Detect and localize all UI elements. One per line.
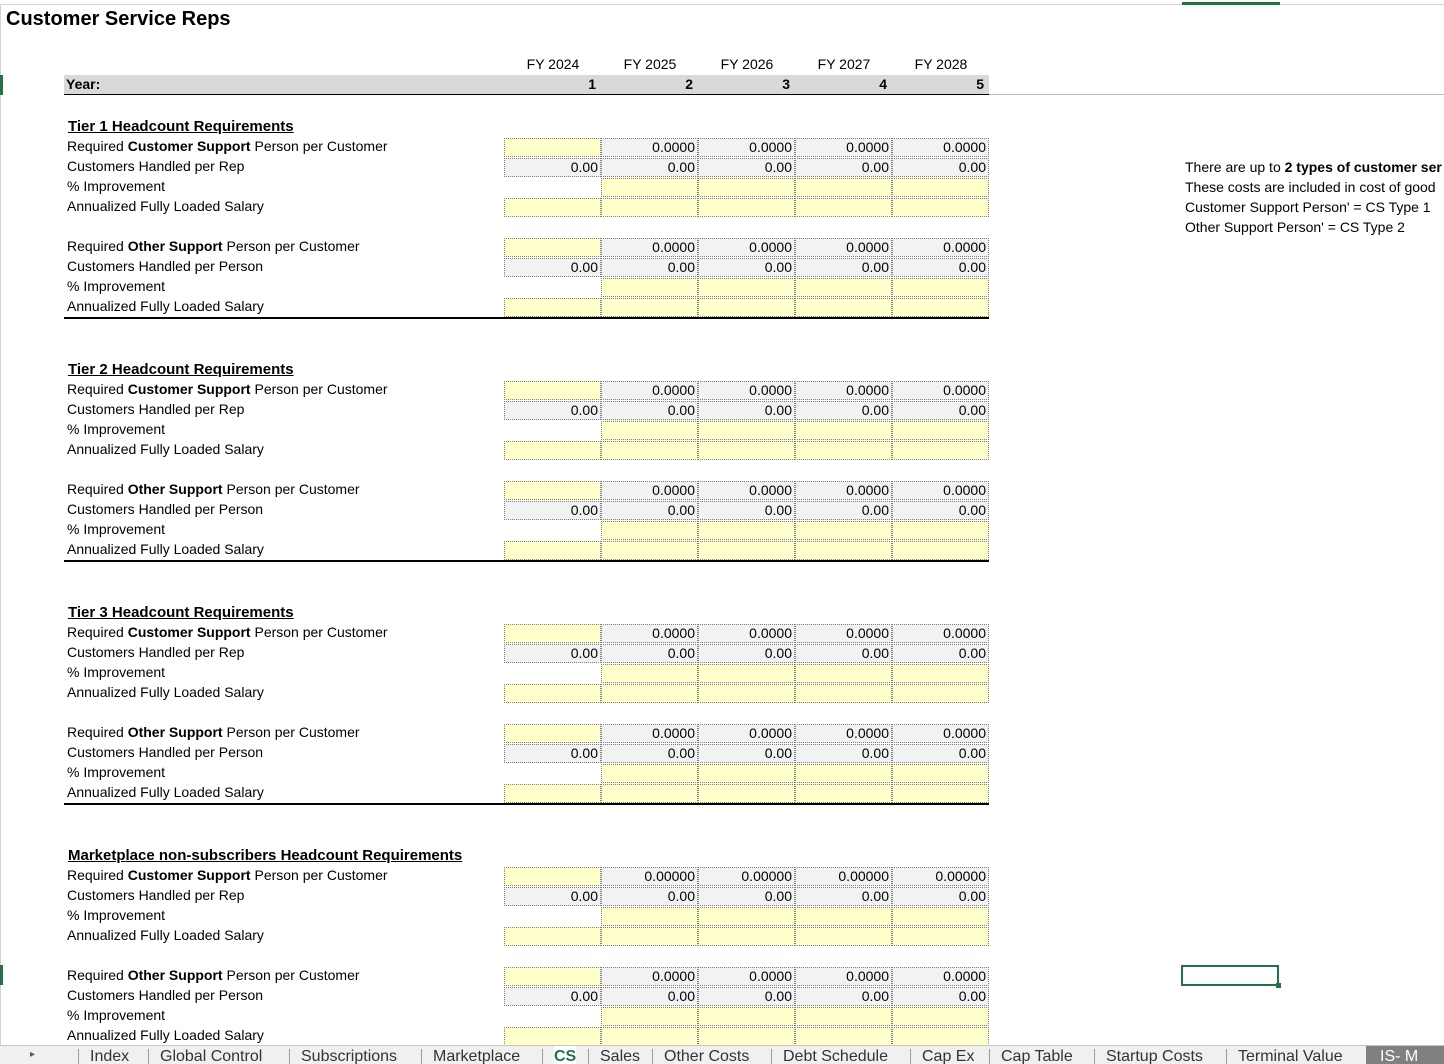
tab-scroll-arrow-icon[interactable]: ▸ — [30, 1049, 36, 1060]
fill-handle[interactable] — [1276, 983, 1281, 988]
note-line-3: Customer Support Person' = CS Type 1 — [1185, 199, 1431, 215]
input-salary-cell[interactable] — [698, 298, 795, 317]
calc-handled-cell[interactable]: 0.00 — [795, 987, 892, 1006]
calc-ratio-cell[interactable]: 0.0000 — [698, 138, 795, 157]
input-salary-cell[interactable] — [795, 784, 892, 803]
input-salary-cell[interactable] — [504, 541, 601, 560]
label-prefix: Required — [67, 481, 128, 497]
tab-separator — [148, 1049, 149, 1064]
calc-handled-cell[interactable]: 0.00 — [504, 744, 601, 763]
calc-handled-cell[interactable]: 0.00 — [892, 401, 989, 420]
calc-handled-cell[interactable]: 0.00 — [601, 401, 698, 420]
input-ratio-cell[interactable] — [504, 624, 601, 643]
calc-handled-cell[interactable]: 0.00 — [892, 744, 989, 763]
input-improvement-cell[interactable] — [601, 521, 698, 540]
tab-separator — [588, 1049, 589, 1064]
calc-handled-cell[interactable]: 0.00 — [504, 987, 601, 1006]
input-improvement-cell[interactable] — [892, 178, 989, 197]
input-improvement-cell[interactable] — [795, 278, 892, 297]
customer-support-handled-label: Customers Handled per Rep — [67, 887, 245, 903]
calc-handled-cell[interactable]: 0.00 — [601, 987, 698, 1006]
calc-handled-cell[interactable]: 0.00 — [504, 258, 601, 277]
calc-ratio-cell[interactable]: 0.0000 — [698, 624, 795, 643]
calc-handled-cell[interactable]: 0.00 — [504, 644, 601, 663]
active-cell-selection[interactable] — [1181, 965, 1279, 986]
customer-support-improvement-label: % Improvement — [67, 907, 166, 923]
sheet-tab-cap-table[interactable]: Cap Table — [1001, 1048, 1073, 1064]
input-salary-cell[interactable] — [892, 784, 989, 803]
tab-separator — [542, 1049, 543, 1064]
input-ratio-cell[interactable] — [504, 867, 601, 886]
input-improvement-cell[interactable] — [601, 907, 698, 926]
input-salary-cell[interactable] — [504, 1027, 601, 1045]
label-support-type: Customer Support — [127, 138, 251, 154]
sheet-tab-cs[interactable]: CS — [554, 1048, 577, 1064]
input-salary-cell[interactable] — [504, 927, 601, 946]
input-salary-cell[interactable] — [892, 927, 989, 946]
input-salary-cell[interactable] — [795, 1027, 892, 1045]
customer-support-required-label — [67, 381, 388, 397]
calc-ratio-cell[interactable]: 0.00000 — [698, 867, 795, 886]
other-support-improvement-label: % Improvement — [67, 278, 166, 294]
year-number: 5 — [976, 76, 984, 92]
calc-handled-cell[interactable]: 0.00 — [892, 258, 989, 277]
customer-support-salary-label: Annualized Fully Loaded Salary — [67, 927, 264, 943]
input-improvement-cell[interactable] — [795, 521, 892, 540]
input-ratio-cell[interactable] — [504, 481, 601, 500]
other-support-required-label — [67, 724, 360, 740]
calc-handled-cell[interactable]: 0.00 — [504, 501, 601, 520]
input-improvement-cell[interactable] — [892, 907, 989, 926]
calc-ratio-cell[interactable]: 0.0000 — [892, 724, 989, 743]
input-salary-cell[interactable] — [892, 684, 989, 703]
input-salary-cell[interactable] — [698, 541, 795, 560]
input-salary-cell[interactable] — [504, 784, 601, 803]
tab-separator — [989, 1049, 990, 1064]
input-improvement-cell[interactable] — [698, 421, 795, 440]
label-suffix: Person per Customer — [250, 381, 388, 397]
year-label: Year: — [66, 76, 101, 92]
calc-handled-cell[interactable]: 0.00 — [795, 501, 892, 520]
fiscal-year-header: FY 2025 — [623, 56, 677, 72]
calc-handled-cell[interactable]: 0.00 — [795, 158, 892, 177]
calc-handled-cell[interactable]: 0.00 — [892, 644, 989, 663]
other-support-required-label — [67, 481, 360, 497]
customer-support-improvement-label: % Improvement — [67, 178, 166, 194]
sheet-tab-terminal-value[interactable]: Terminal Value — [1238, 1048, 1343, 1064]
note-line-2: These costs are included in cost of good — [1185, 179, 1436, 195]
customer-support-handled-label: Customers Handled per Rep — [67, 401, 245, 417]
customer-support-salary-label: Annualized Fully Loaded Salary — [67, 441, 264, 457]
row-header-edge — [0, 4, 1, 1045]
other-support-salary-label: Annualized Fully Loaded Salary — [67, 1027, 264, 1043]
label-support-type: Other Support — [127, 967, 223, 983]
calc-ratio-cell[interactable]: 0.0000 — [601, 967, 698, 986]
calc-ratio-cell[interactable]: 0.0000 — [601, 481, 698, 500]
input-improvement-cell[interactable] — [601, 178, 698, 197]
calc-ratio-cell[interactable]: 0.0000 — [795, 138, 892, 157]
calc-handled-cell[interactable]: 0.00 — [504, 158, 601, 177]
label-prefix: Required — [67, 381, 128, 397]
input-improvement-cell[interactable] — [698, 664, 795, 683]
label-support-type: Customer Support — [127, 867, 251, 883]
calc-ratio-cell[interactable]: 0.0000 — [795, 724, 892, 743]
sheet-tab-debt-schedule[interactable]: Debt Schedule — [783, 1048, 888, 1064]
calc-ratio-cell[interactable]: 0.0000 — [601, 624, 698, 643]
active-row-marker — [0, 965, 3, 985]
calc-handled-cell[interactable]: 0.00 — [698, 644, 795, 663]
calc-handled-cell[interactable]: 0.00 — [698, 744, 795, 763]
input-salary-cell[interactable] — [601, 684, 698, 703]
input-salary-cell[interactable] — [892, 541, 989, 560]
input-ratio-cell[interactable] — [504, 381, 601, 400]
section-title: Tier 2 Headcount Requirements — [68, 361, 294, 378]
calc-ratio-cell[interactable]: 0.0000 — [698, 381, 795, 400]
calc-ratio-cell[interactable]: 0.0000 — [795, 381, 892, 400]
label-prefix: Required — [67, 967, 128, 983]
customer-support-required-label — [67, 867, 388, 883]
calc-ratio-cell[interactable]: 0.00000 — [795, 867, 892, 886]
calc-ratio-cell[interactable]: 0.0000 — [892, 481, 989, 500]
input-improvement-cell[interactable] — [795, 421, 892, 440]
label-prefix: Required — [67, 724, 128, 740]
sheet-tab-subscriptions[interactable]: Subscriptions — [301, 1048, 398, 1064]
input-improvement-cell[interactable] — [795, 178, 892, 197]
tab-separator — [910, 1049, 911, 1064]
calc-handled-cell[interactable]: 0.00 — [795, 258, 892, 277]
input-improvement-cell[interactable] — [795, 1007, 892, 1026]
label-support-type: Other Support — [127, 238, 223, 254]
input-improvement-cell[interactable] — [601, 1007, 698, 1026]
other-support-handled-label: Customers Handled per Person — [67, 501, 264, 517]
sheet-tab-marketplace[interactable]: Marketplace — [433, 1048, 521, 1064]
calc-ratio-cell[interactable]: 0.00000 — [892, 867, 989, 886]
section-end-rule — [64, 317, 989, 319]
calc-ratio-cell[interactable]: 0.0000 — [892, 967, 989, 986]
sheet-tab-other-costs[interactable]: Other Costs — [664, 1048, 750, 1064]
input-improvement-cell[interactable] — [698, 278, 795, 297]
input-salary-cell[interactable] — [795, 298, 892, 317]
label-support-type: Customer Support — [127, 624, 251, 640]
sheet-tab-cap-ex[interactable]: Cap Ex — [922, 1048, 975, 1064]
label-suffix: Person per Customer — [250, 624, 388, 640]
calc-handled-cell[interactable]: 0.00 — [698, 887, 795, 906]
input-improvement-cell[interactable] — [892, 421, 989, 440]
calc-handled-cell[interactable]: 0.00 — [795, 744, 892, 763]
sheet-title: Customer Service Reps — [6, 8, 231, 30]
input-improvement-cell[interactable] — [795, 664, 892, 683]
label-suffix: Person per Customer — [222, 481, 360, 497]
calc-handled-cell[interactable]: 0.00 — [504, 887, 601, 906]
label-prefix: Required — [67, 867, 128, 883]
input-improvement-cell[interactable] — [601, 764, 698, 783]
calc-ratio-cell[interactable]: 0.0000 — [601, 238, 698, 257]
calc-ratio-cell[interactable]: 0.0000 — [892, 138, 989, 157]
selected-column-indicator — [1182, 2, 1280, 5]
label-suffix: Person per Customer — [222, 238, 360, 254]
calc-handled-cell[interactable]: 0.00 — [601, 744, 698, 763]
input-ratio-cell[interactable] — [504, 724, 601, 743]
other-support-improvement-label: % Improvement — [67, 1007, 166, 1023]
sheet-tab-sales[interactable]: Sales — [600, 1048, 641, 1064]
calc-ratio-cell[interactable]: 0.0000 — [892, 624, 989, 643]
calc-handled-cell[interactable]: 0.00 — [698, 987, 795, 1006]
label-support-type: Other Support — [127, 724, 223, 740]
section-title: Tier 1 Headcount Requirements — [68, 118, 294, 135]
year-number: 4 — [879, 76, 887, 92]
calc-handled-cell[interactable]: 0.00 — [795, 401, 892, 420]
calc-ratio-cell[interactable]: 0.0000 — [892, 381, 989, 400]
label-support-type: Other Support — [127, 481, 223, 497]
fiscal-year-header: FY 2026 — [720, 56, 774, 72]
sheet-tab-startup-costs[interactable]: Startup Costs — [1106, 1048, 1203, 1064]
input-improvement-cell[interactable] — [892, 1007, 989, 1026]
sheet-tab-is-m[interactable]: IS- M — [1380, 1048, 1419, 1064]
other-support-required-label — [67, 238, 360, 254]
other-support-salary-label: Annualized Fully Loaded Salary — [67, 784, 264, 800]
input-salary-cell[interactable] — [698, 441, 795, 460]
input-salary-cell[interactable] — [504, 198, 601, 217]
calc-ratio-cell[interactable]: 0.0000 — [795, 967, 892, 986]
note-line-4: Other Support Person' = CS Type 2 — [1185, 219, 1405, 235]
input-improvement-cell[interactable] — [795, 907, 892, 926]
sheet-tab-global-control[interactable]: Global Control — [160, 1048, 263, 1064]
input-salary-cell[interactable] — [795, 927, 892, 946]
input-improvement-cell[interactable] — [892, 521, 989, 540]
calc-handled-cell[interactable]: 0.00 — [698, 258, 795, 277]
tab-separator — [1094, 1049, 1095, 1064]
calc-ratio-cell[interactable]: 0.0000 — [892, 238, 989, 257]
input-salary-cell[interactable] — [601, 927, 698, 946]
input-improvement-cell[interactable] — [601, 421, 698, 440]
fiscal-year-header: FY 2024 — [526, 56, 580, 72]
input-improvement-cell[interactable] — [795, 764, 892, 783]
label-prefix: Required — [67, 138, 128, 154]
section-title: Marketplace non-subscribers Headcount Requirements — [68, 847, 463, 864]
input-improvement-cell[interactable] — [601, 278, 698, 297]
calc-ratio-cell[interactable]: 0.0000 — [698, 238, 795, 257]
input-salary-cell[interactable] — [504, 441, 601, 460]
calc-handled-cell[interactable]: 0.00 — [892, 501, 989, 520]
calc-ratio-cell[interactable]: 0.0000 — [795, 481, 892, 500]
calc-handled-cell[interactable]: 0.00 — [601, 887, 698, 906]
input-salary-cell[interactable] — [698, 784, 795, 803]
calc-handled-cell[interactable]: 0.00 — [698, 158, 795, 177]
input-salary-cell[interactable] — [601, 784, 698, 803]
label-suffix: Person per Customer — [222, 724, 360, 740]
input-salary-cell[interactable] — [601, 1027, 698, 1045]
calc-handled-cell[interactable]: 0.00 — [892, 158, 989, 177]
calc-ratio-cell[interactable]: 0.0000 — [795, 238, 892, 257]
sheet-tab-bar — [0, 1045, 1444, 1064]
customer-support-salary-label: Annualized Fully Loaded Salary — [67, 684, 264, 700]
label-prefix: Required — [67, 238, 128, 254]
input-salary-cell[interactable] — [601, 198, 698, 217]
other-support-salary-label: Annualized Fully Loaded Salary — [67, 298, 264, 314]
input-salary-cell[interactable] — [504, 684, 601, 703]
other-support-improvement-label: % Improvement — [67, 521, 166, 537]
input-improvement-cell[interactable] — [601, 664, 698, 683]
input-salary-cell[interactable] — [795, 684, 892, 703]
fiscal-year-header: FY 2028 — [914, 56, 968, 72]
input-salary-cell[interactable] — [892, 1027, 989, 1045]
input-salary-cell[interactable] — [795, 198, 892, 217]
other-support-improvement-label: % Improvement — [67, 764, 166, 780]
sheet-tab-index[interactable]: Index — [90, 1048, 130, 1064]
input-improvement-cell[interactable] — [892, 764, 989, 783]
input-salary-cell[interactable] — [795, 441, 892, 460]
input-salary-cell[interactable] — [698, 198, 795, 217]
calc-handled-cell[interactable]: 0.00 — [601, 258, 698, 277]
calc-handled-cell[interactable]: 0.00 — [698, 501, 795, 520]
header-rule — [989, 94, 1444, 95]
input-improvement-cell[interactable] — [698, 764, 795, 783]
calc-handled-cell[interactable]: 0.00 — [892, 987, 989, 1006]
input-improvement-cell[interactable] — [698, 178, 795, 197]
customer-support-salary-label: Annualized Fully Loaded Salary — [67, 198, 264, 214]
section-end-rule — [64, 560, 989, 562]
label-suffix: Person per Customer — [250, 138, 388, 154]
input-salary-cell[interactable] — [504, 298, 601, 317]
calc-ratio-cell[interactable]: 0.0000 — [795, 624, 892, 643]
calc-handled-cell[interactable]: 0.00 — [601, 158, 698, 177]
customer-support-improvement-label: % Improvement — [67, 421, 166, 437]
calc-handled-cell[interactable]: 0.00 — [795, 644, 892, 663]
customer-support-handled-label: Customers Handled per Rep — [67, 644, 245, 660]
year-number: 1 — [588, 76, 596, 92]
section-title: Tier 3 Headcount Requirements — [68, 604, 294, 621]
input-salary-cell[interactable] — [795, 541, 892, 560]
input-salary-cell[interactable] — [892, 198, 989, 217]
customer-support-required-label — [67, 138, 388, 154]
input-salary-cell[interactable] — [892, 298, 989, 317]
input-ratio-cell[interactable] — [504, 967, 601, 986]
tab-separator — [771, 1049, 772, 1064]
section-end-rule — [64, 803, 989, 805]
tab-separator — [652, 1049, 653, 1064]
year-number: 2 — [685, 76, 693, 92]
calc-handled-cell[interactable]: 0.00 — [698, 401, 795, 420]
calc-ratio-cell[interactable]: 0.0000 — [698, 967, 795, 986]
input-improvement-cell[interactable] — [698, 1007, 795, 1026]
customer-support-required-label — [67, 624, 388, 640]
year-number: 3 — [782, 76, 790, 92]
customer-support-handled-label: Customers Handled per Rep — [67, 158, 245, 174]
calc-ratio-cell[interactable]: 0.0000 — [601, 724, 698, 743]
calc-handled-cell[interactable]: 0.00 — [892, 887, 989, 906]
input-salary-cell[interactable] — [698, 684, 795, 703]
customer-support-improvement-label: % Improvement — [67, 664, 166, 680]
input-salary-cell[interactable] — [892, 441, 989, 460]
calc-handled-cell[interactable]: 0.00 — [504, 401, 601, 420]
input-salary-cell[interactable] — [698, 927, 795, 946]
input-improvement-cell[interactable] — [698, 521, 795, 540]
label-suffix: Person per Customer — [222, 967, 360, 983]
note-line-1: There are up to 2 types of customer ser — [1185, 159, 1442, 175]
input-salary-cell[interactable] — [601, 298, 698, 317]
calc-ratio-cell[interactable]: 0.0000 — [698, 481, 795, 500]
calc-handled-cell[interactable]: 0.00 — [601, 501, 698, 520]
input-ratio-cell[interactable] — [504, 238, 601, 257]
calc-ratio-cell[interactable]: 0.00000 — [601, 867, 698, 886]
other-support-salary-label: Annualized Fully Loaded Salary — [67, 541, 264, 557]
calc-handled-cell[interactable]: 0.00 — [795, 887, 892, 906]
input-improvement-cell[interactable] — [698, 907, 795, 926]
calc-ratio-cell[interactable]: 0.0000 — [601, 138, 698, 157]
row-marker — [0, 75, 3, 95]
calc-ratio-cell[interactable]: 0.0000 — [698, 724, 795, 743]
input-improvement-cell[interactable] — [892, 278, 989, 297]
input-salary-cell[interactable] — [601, 541, 698, 560]
tab-separator — [78, 1049, 79, 1064]
other-support-handled-label: Customers Handled per Person — [67, 987, 264, 1003]
fiscal-year-header: FY 2027 — [817, 56, 871, 72]
tab-separator — [421, 1049, 422, 1064]
input-salary-cell[interactable] — [601, 441, 698, 460]
input-improvement-cell[interactable] — [892, 664, 989, 683]
label-suffix: Person per Customer — [250, 867, 388, 883]
input-ratio-cell[interactable] — [504, 138, 601, 157]
calc-handled-cell[interactable]: 0.00 — [601, 644, 698, 663]
calc-ratio-cell[interactable]: 0.0000 — [601, 381, 698, 400]
input-salary-cell[interactable] — [698, 1027, 795, 1045]
label-support-type: Customer Support — [127, 381, 251, 397]
label-prefix: Required — [67, 624, 128, 640]
other-support-handled-label: Customers Handled per Person — [67, 258, 264, 274]
other-support-handled-label: Customers Handled per Person — [67, 744, 264, 760]
tab-separator — [289, 1049, 290, 1064]
other-support-required-label — [67, 967, 360, 983]
tab-separator — [1226, 1049, 1227, 1064]
